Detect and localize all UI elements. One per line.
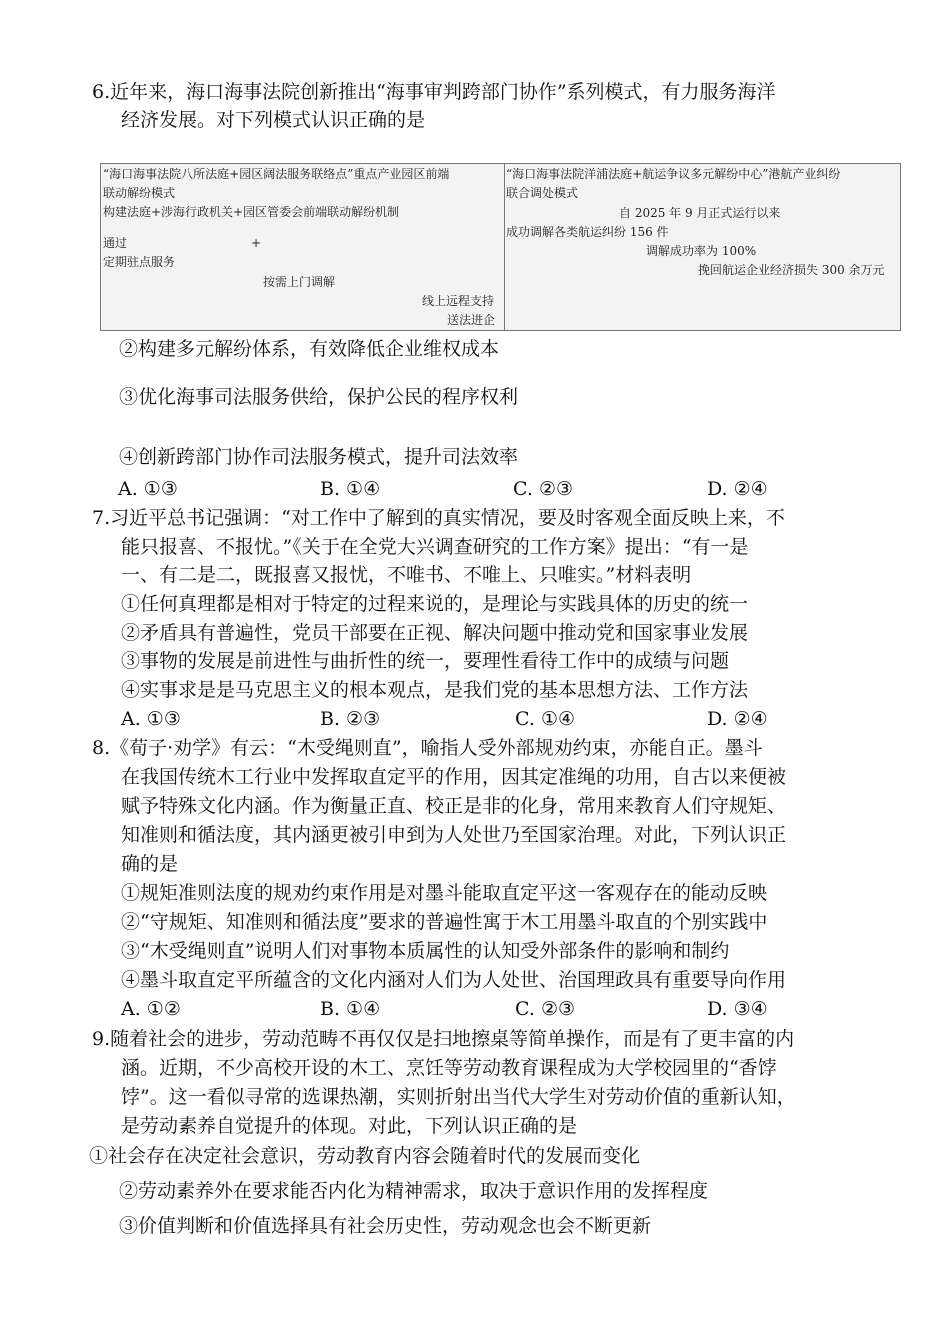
table-left-line-4b: +: [251, 236, 262, 250]
table-right-line-3: 自 2025 年 9 月正式运行以来: [619, 206, 781, 220]
table-right-line-6: 挽回航运企业经济损失 300 余万元: [698, 263, 885, 277]
q7-option-b: B. ②③: [320, 708, 381, 730]
q8-option-d: D. ③④: [707, 998, 768, 1020]
q8-item-4: ④墨斗取直定平所蕴含的文化内涵对人们为人处世、治国理政具有重要导向作用: [121, 969, 787, 991]
table-right-line-5: 调解成功率为 100%: [646, 244, 757, 258]
q7-option-a: A. ①③: [121, 708, 181, 730]
table-left-line-7: 线上远程支持: [422, 294, 495, 308]
q7-item-2: ②矛盾具有普遍性，党员干部要在正视、解决问题中推动党和国家事业发展: [121, 622, 749, 644]
table-left-line-8: 送法进企: [447, 313, 496, 327]
q9-stem-line-1: 9.随着社会的进步，劳动范畴不再仅仅是扫地擦桌等简单操作，而是有了更丰富的内: [92, 1028, 795, 1050]
q7-item-3: ③事物的发展是前进性与曲折性的统一，要理性看待工作中的成绩与问题: [121, 650, 730, 672]
q8-option-b: B. ①④: [320, 998, 381, 1020]
q6-stem-line-2: 经济发展。对下列模式认识正确的是: [121, 109, 426, 131]
q8-stem-line-2: 在我国传统木工行业中发挥取直定平的作用，因其定准绳的功用，自古以来便被: [121, 766, 787, 788]
q7-stem-line-1: 7.习近平总书记强调：“对工作中了解到的真实情况，要及时客观全面反映上来，不: [92, 507, 785, 529]
q8-stem-line-1: 8.《荀子·劝学》有云：“木受绳则直”，喻指人受外部规劝约束，亦能自正。墨斗: [92, 737, 763, 759]
q6-item-4: ④创新跨部门协作司法服务模式，提升司法效率: [119, 446, 519, 468]
table-right-title-1: “海口海事法院洋浦法庭+航运争议多元解纷中心”港航产业纠纷: [506, 167, 841, 181]
q7-item-1: ①任何真理都是相对于特定的过程来说的，是理论与实践具体的历史的统一: [121, 593, 749, 615]
table-right-line-4: 成功调解各类航运纠纷 156 件: [506, 225, 669, 239]
q6-item-3: ③优化海事司法服务供给，保护公民的程序权利: [119, 386, 519, 408]
table-left-line-4a: 通过: [103, 236, 128, 250]
q7-stem-line-2: 能只报喜、不报忧。”《关于在全党大兴调查研究的工作方案》提出：“有一是: [121, 536, 749, 558]
q8-option-a: A. ①②: [121, 998, 181, 1020]
q6-option-a: A. ①③: [118, 478, 178, 500]
q9-item-2: ②劳动素养外在要求能否内化为精神需求，取决于意识作用的发挥程度: [119, 1180, 709, 1202]
q9-stem-line-3: 饽”。这一看似寻常的选课热潮，实则折射出当代大学生对劳动价值的重新认知，: [121, 1086, 796, 1108]
table-left-title-2: 联动解纷模式: [103, 186, 176, 200]
q7-stem-line-3: 一、有二是二，既报喜又报忧，不唯书、不唯上、只唯实。”材料表明: [121, 564, 692, 586]
q9-stem-line-2: 涵。近期，不少高校开设的木工、烹饪等劳动教育课程成为大学校园里的“香饽: [121, 1057, 777, 1079]
table-divider: [504, 164, 505, 330]
q8-item-1: ①规矩准则法度的规劝约束作用是对墨斗能取直定平这一客观存在的能动反映: [121, 882, 768, 904]
q7-option-c: C. ①④: [515, 708, 576, 730]
q9-stem-line-4: 是劳动素养自觉提升的体现。对此，下列认识正确的是: [121, 1115, 578, 1137]
table-left-line-6: 按需上门调解: [263, 275, 336, 289]
q6-option-c: C. ②③: [513, 478, 574, 500]
table-left-title-1: “海口海事法院八所法庭+园区阔法服务联络点”重点产业园区前端: [103, 167, 450, 181]
q6-option-d: D. ②④: [707, 478, 768, 500]
q6-mode-table: [100, 163, 901, 331]
q7-item-4: ④实事求是是马克思主义的根本观点，是我们党的基本思想方法、工作方法: [121, 679, 749, 701]
q6-option-b: B. ①④: [320, 478, 381, 500]
q8-option-c: C. ②③: [515, 998, 576, 1020]
q8-stem-line-4: 知准则和循法度，其内涵更被引申到为人处世乃至国家治理。对此，下列认识正: [121, 824, 787, 846]
q9-item-1: ①社会存在决定社会意识，劳动教育内容会随着时代的发展而变化: [89, 1145, 641, 1167]
table-left-line-3: 构建法庭+涉海行政机关+园区管委会前端联动解纷机制: [103, 205, 400, 219]
q8-stem-line-5: 确的是: [121, 853, 179, 875]
q6-item-2: ②构建多元解纷体系，有效降低企业维权成本: [119, 338, 500, 360]
q8-stem-line-3: 赋予特殊文化内涵。作为衡量正直、校正是非的化身，常用来教育人们守规矩、: [121, 795, 787, 817]
q8-item-3: ③“木受绳则直”说明人们对事物本质属性的认知受外部条件的影响和制约: [121, 940, 730, 962]
table-left-line-5: 定期驻点服务: [103, 255, 176, 269]
q6-stem-line-1: 6.近年来，海口海事法院创新推出“海事审判跨部门协作”系列模式，有力服务海洋: [92, 81, 776, 103]
table-right-title-2: 联合调处模式: [506, 186, 579, 200]
q7-option-d: D. ②④: [707, 708, 768, 730]
q9-item-3: ③价值判断和价值选择具有社会历史性，劳动观念也会不断更新: [119, 1215, 652, 1237]
q8-item-2: ②“守规矩、知准则和循法度”要求的普遍性寓于木工用墨斗取直的个别实践中: [121, 911, 768, 933]
